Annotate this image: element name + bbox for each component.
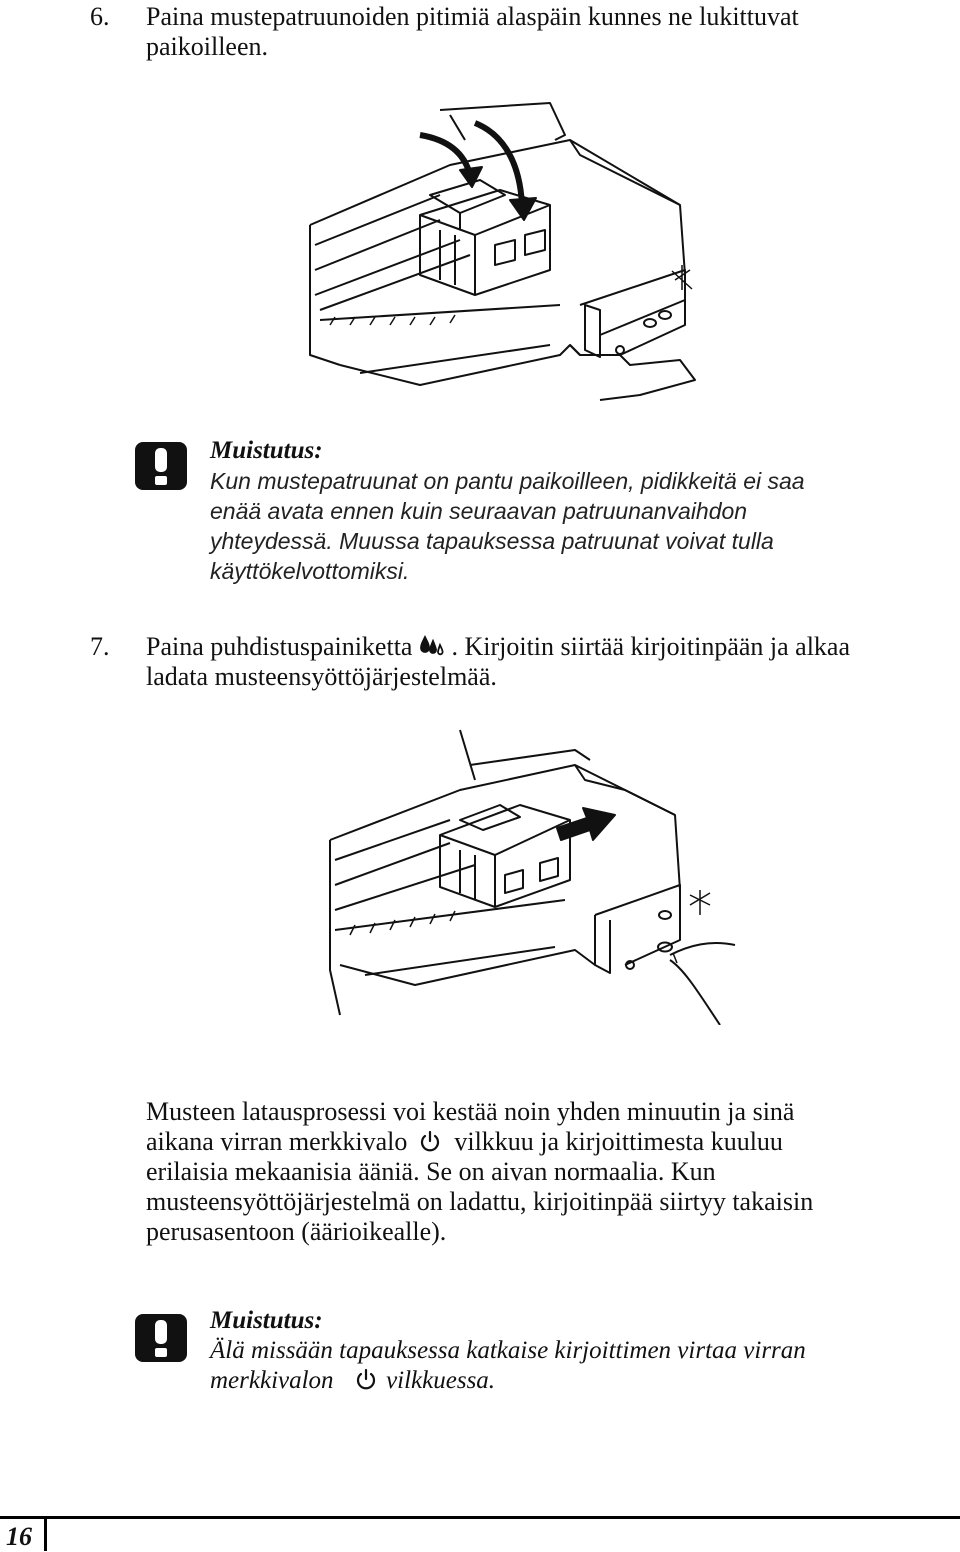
step-6-line-1: Paina mustepatruunoiden pitimiä alaspäin kunnes ne lukittuvat	[146, 2, 799, 31]
paragraph-line-2-after: vilkkuu ja kirjoittimesta kuuluu	[454, 1127, 783, 1156]
paragraph-line-2-before: aikana virran merkkivalo	[146, 1127, 408, 1156]
note-2	[210, 1306, 950, 1396]
note-2-title: Muistutus:	[210, 1307, 323, 1334]
step-7-line-1-after: . Kirjoitin siirtää kirjoitinpään ja alkaa	[451, 632, 851, 661]
note-1-line-4: käyttökelvottomiksi.	[210, 558, 410, 584]
step-7-line-2: ladata musteensyöttöjärjestelmää.	[146, 662, 497, 691]
loading-description	[146, 1097, 950, 1247]
step-6-number: 6.	[90, 2, 110, 31]
printer-illustration-cleaning	[325, 725, 745, 1025]
note-1-line-1: Kun mustepatruunat on pantu paikoilleen, pidikkeitä ei saa	[210, 468, 805, 494]
step-7-line-1-before: Paina puhdistuspainiketta	[146, 632, 413, 661]
power-icon	[418, 1130, 442, 1154]
step-6	[90, 2, 950, 62]
paragraph-line-1: Musteen latausprosessi voi kestää noin yhden minuutin ja sinä	[146, 1097, 795, 1126]
step-7	[90, 632, 950, 692]
paragraph-line-2	[146, 1127, 950, 1157]
note-1-line-2: enää avata ennen kuin seuraavan patruunanvaihdon	[210, 498, 748, 524]
note-1-line-3: yhteydessä. Muussa tapauksessa patruunat voivat tulla	[210, 528, 774, 554]
note-1-title: Muistutus:	[210, 437, 323, 464]
paragraph-line-3: erilaisia mekaanisia ääniä. Se on aivan normaalia. Kun	[146, 1157, 716, 1186]
printer-illustration-cartridge-lock	[300, 95, 700, 405]
power-icon	[354, 1368, 378, 1392]
note-2-line-2-before: merkkivalon	[210, 1367, 334, 1394]
step-7-line-1	[146, 632, 950, 662]
footer-rule	[0, 1516, 960, 1519]
warning-exclamation-icon	[133, 440, 189, 492]
step-6-line-2: paikoilleen.	[146, 32, 269, 61]
note-2-line-1: Älä missään tapauksessa katkaise kirjoittimen virtaa virran	[210, 1337, 806, 1364]
note-2-line-2	[210, 1366, 950, 1396]
note-1	[210, 436, 950, 586]
paragraph-line-4: musteensyöttöjärjestelmä on ladattu, kirjoitinpää siirtyy takaisin	[146, 1187, 814, 1216]
step-7-number: 7.	[90, 632, 110, 661]
note-2-line-2-after: vilkkuessa.	[386, 1367, 496, 1394]
cleaning-button-icon	[419, 635, 445, 659]
page-number: 16	[6, 1522, 32, 1551]
paragraph-line-5: perusasentoon (äärioikealle).	[146, 1217, 447, 1246]
warning-exclamation-icon	[133, 1312, 189, 1364]
